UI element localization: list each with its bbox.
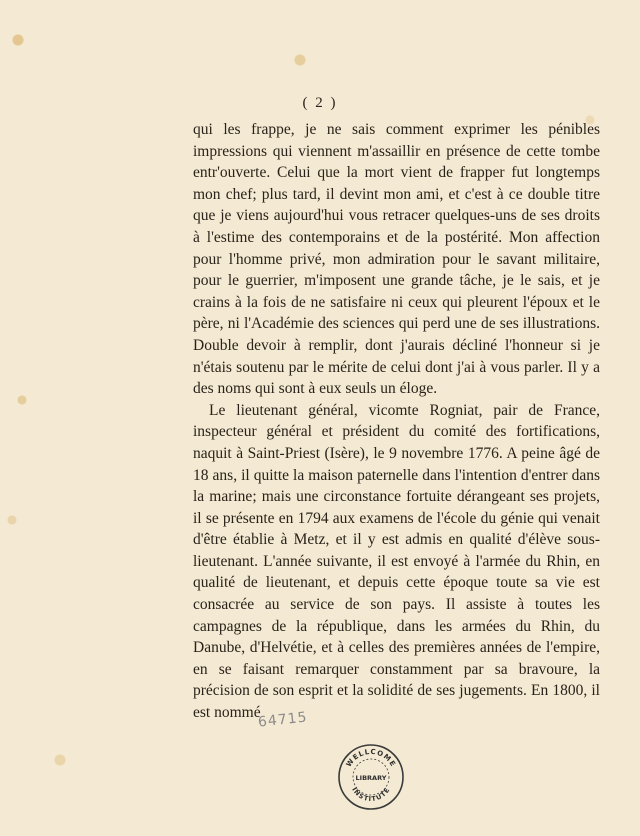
stamp-bottom-text: INSTITUTE <box>350 785 392 804</box>
stamp-top-text: WELLCOME <box>344 747 398 769</box>
stamp-center-text: LIBRARY <box>355 774 387 782</box>
paragraph-1: qui les frappe, je ne sais comment exprimer les pénibles impressions qui viennent m'assaillir en présence de cette tombe entr'ouverte. Celui que la mort vient de frapper fut longtemps mon chef; plus tard, il devint mon ami, et c'est à ce double titre que je viens aujourd'hui vous retracer quelques-uns de ses droits à l'estime des contemporains et de la postérité. Mon affection pour l'homme privé, mon admiration pour le savant militaire, pour le guerrier, m'imposent une grande tâche, je le sais, et je crains à la fois de ne satisfaire ni ceux qui pleurent l'époux et le père, ni l'Académie des sciences qui perd une de ses illustrations. Double devoir à remplir, dont j'aurais décliné l'honneur si je n'étais soutenu par le mérite de celui dont j'ai à vous parler. Il y a des noms qui sont à eux seuls un éloge. <box>193 121 600 398</box>
page-number: ( 2 ) <box>302 95 338 111</box>
handwritten-shelfmark: 64715 <box>257 709 309 731</box>
svg-text:INSTITUTE <box>350 786 392 803</box>
paragraph-2: Le lieutenant général, vicomte Rogniat, pair de France, inspecteur général et président du comité des fortifications, naquit à Saint-Priest (Isère), le 9 novembre 1776. A peine âgé de 18 ans, il quitte la maison paternelle dans l'intention d'entrer dans la marine; mais une circonstance fortuite dérangeant ses projets, il se présente en 1794 aux examens de l'école du génie qui venait d'être établie à Metz, et il y est admis en qualité d'élève sous-lieutenant. L'année suivante, il est envoyé à l'armée du Rhin, en qualité de lieutenant, et depuis cette époque toute sa vie est consacrée au service de son pays. Il assiste à toutes les campagnes de la république, dans les armées du Rhin, du Danube, d'Helvétie, et à celles des premières années de l'empire, en se faisant remarquer constamment par sa bravoure, la précision de son esprit et la solidité de ses jugements. En 1800, il est nommé <box>193 401 600 722</box>
library-stamp <box>336 742 406 812</box>
body-text <box>193 119 600 724</box>
